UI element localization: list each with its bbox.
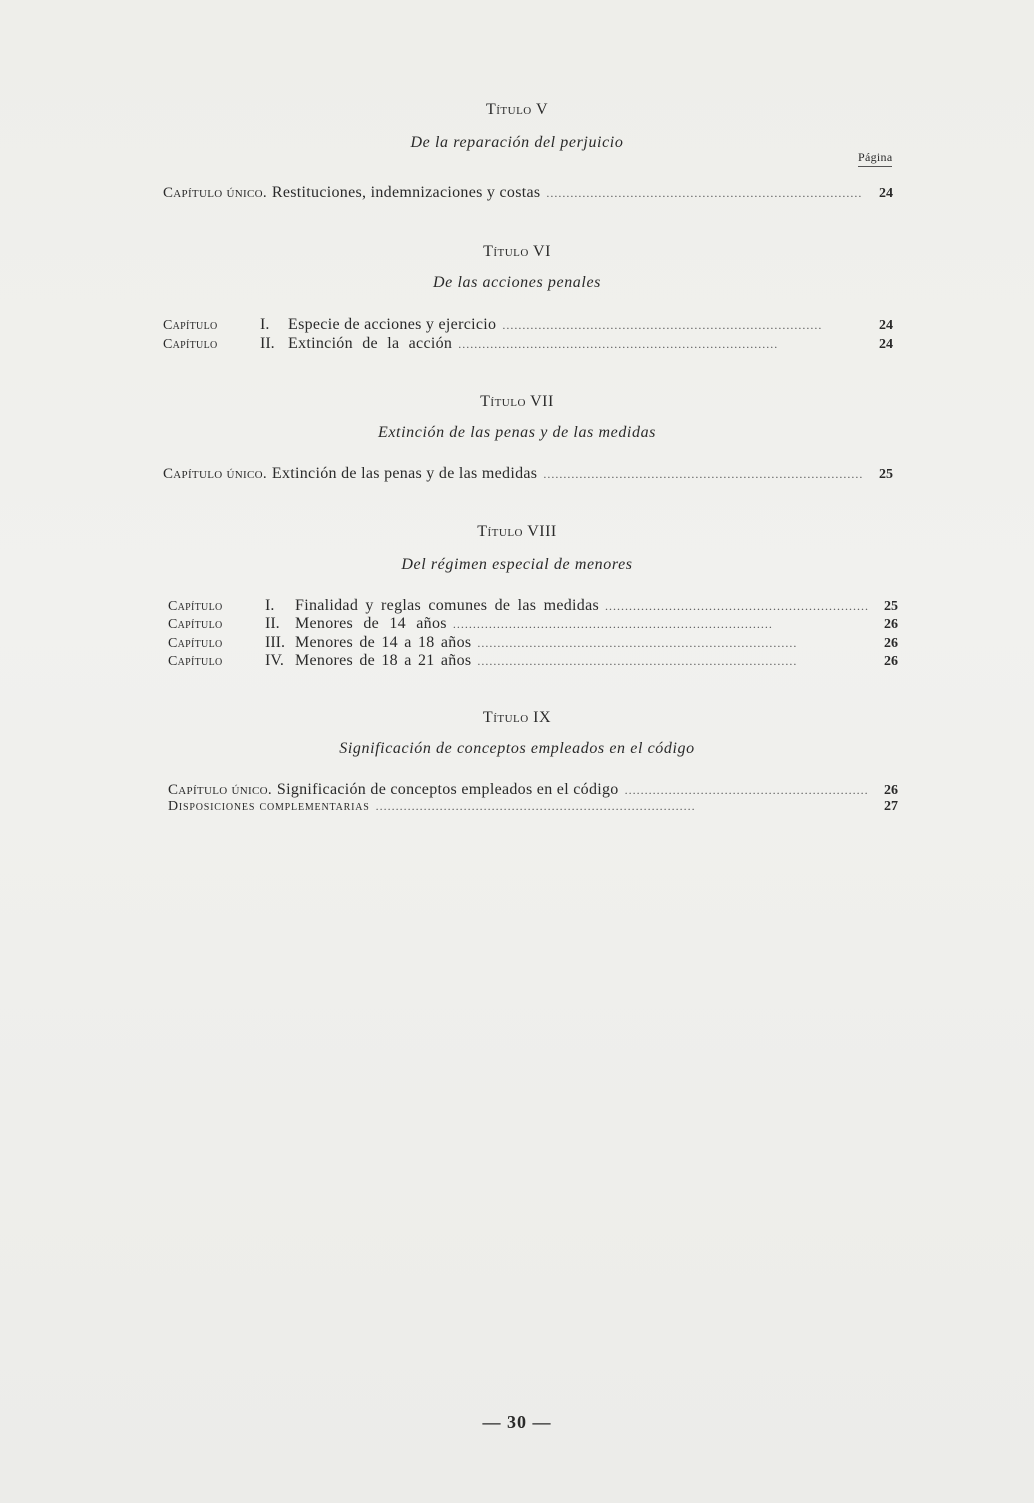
- toc-page-number: 26: [884, 783, 898, 798]
- toc-chapter-label: Capítulo único.: [163, 185, 267, 201]
- toc-entry-text: Finalidad y reglas comunes de las medidas: [295, 597, 600, 614]
- dot-leader: [625, 783, 868, 798]
- dot-leader: [546, 186, 863, 201]
- toc-chapter-number: III.: [265, 634, 285, 651]
- toc-entry-text: Extinción de la acción: [288, 335, 453, 352]
- toc-chapter-label: Capítulo: [163, 337, 218, 352]
- titulo-vi-heading: Título VI: [483, 243, 551, 260]
- titulo-v-subtitle: De la reparación del perjuicio: [410, 134, 624, 151]
- toc-page-number: 25: [884, 599, 898, 614]
- titulo-vii-subtitle: Extinción de las penas y de las medidas: [377, 424, 657, 441]
- toc-chapter-number: I.: [265, 597, 275, 614]
- toc-chapter-label: Capítulo: [168, 654, 223, 669]
- titulo-viii-heading: Título VIII: [477, 523, 557, 540]
- dot-leader: [458, 337, 863, 352]
- dot-leader: [605, 599, 868, 614]
- toc-section-label: Disposiciones complementarias: [168, 799, 370, 814]
- toc-page-number: 26: [884, 654, 898, 669]
- toc-row: [163, 335, 893, 355]
- toc-entry-text: Menores de 14 años: [295, 615, 447, 632]
- titulo-viii-subtitle: Del régimen especial de menores: [401, 556, 633, 573]
- toc-row: [168, 652, 898, 672]
- toc-page-number: 26: [884, 636, 898, 651]
- titulo-ix-heading: Título IX: [482, 709, 552, 726]
- dot-leader: [502, 318, 863, 333]
- toc-row: [168, 799, 898, 819]
- toc-entry-text: Significación de conceptos empleados en el código: [276, 781, 619, 798]
- pagina-column-label: Página: [858, 150, 892, 167]
- dot-leader: [477, 636, 868, 651]
- toc-entry-text: Especie de acciones y ejercicio: [288, 316, 497, 333]
- toc-chapter-label: Capítulo: [168, 636, 223, 651]
- toc-chapter-number: II.: [265, 615, 280, 632]
- toc-row: [168, 781, 898, 801]
- titulo-vi-subtitle: De las acciones penales: [433, 274, 601, 291]
- toc-chapter-number: II.: [260, 335, 275, 352]
- toc-page-number: 25: [879, 467, 893, 482]
- titulo-v-heading: Título V: [485, 101, 549, 118]
- toc-chapter-number: I.: [260, 316, 270, 333]
- dot-leader: [453, 617, 868, 632]
- toc-page-number: 26: [884, 617, 898, 632]
- toc-row: [163, 184, 893, 204]
- toc-page-number: 24: [879, 337, 893, 352]
- toc-chapter-number: IV.: [265, 652, 284, 669]
- toc-chapter-label: Capítulo único.: [163, 466, 267, 482]
- toc-chapter-label: Capítulo: [168, 617, 223, 632]
- toc-page-number: 24: [879, 318, 893, 333]
- toc-row: [168, 597, 898, 617]
- toc-row: [163, 465, 893, 485]
- toc-chapter-label: Capítulo: [163, 318, 218, 333]
- toc-chapter-label: Capítulo: [168, 599, 223, 614]
- dot-leader: [477, 654, 868, 669]
- toc-page-number: 27: [884, 799, 898, 814]
- titulo-vii-heading: Título VII: [480, 393, 554, 410]
- toc-chapter-label: Capítulo único.: [168, 782, 272, 798]
- toc-entry-text: Extinción de las penas y de las medidas: [271, 465, 538, 482]
- toc-entry-text: Menores de 14 a 18 años: [295, 634, 472, 651]
- dot-leader: [543, 467, 863, 482]
- toc-page-number: 24: [879, 186, 893, 201]
- titulo-ix-subtitle: Significación de conceptos empleados en el código: [339, 740, 695, 757]
- toc-entry-text: Restituciones, indemnizaciones y costas: [271, 184, 541, 201]
- toc-row: [168, 615, 898, 635]
- dot-leader: [376, 799, 868, 814]
- toc-entry-text: Menores de 18 a 21 años: [295, 652, 472, 669]
- toc-row: [168, 634, 898, 654]
- toc-row: [163, 316, 893, 336]
- page-number-footer: — 30 —: [482, 1412, 552, 1432]
